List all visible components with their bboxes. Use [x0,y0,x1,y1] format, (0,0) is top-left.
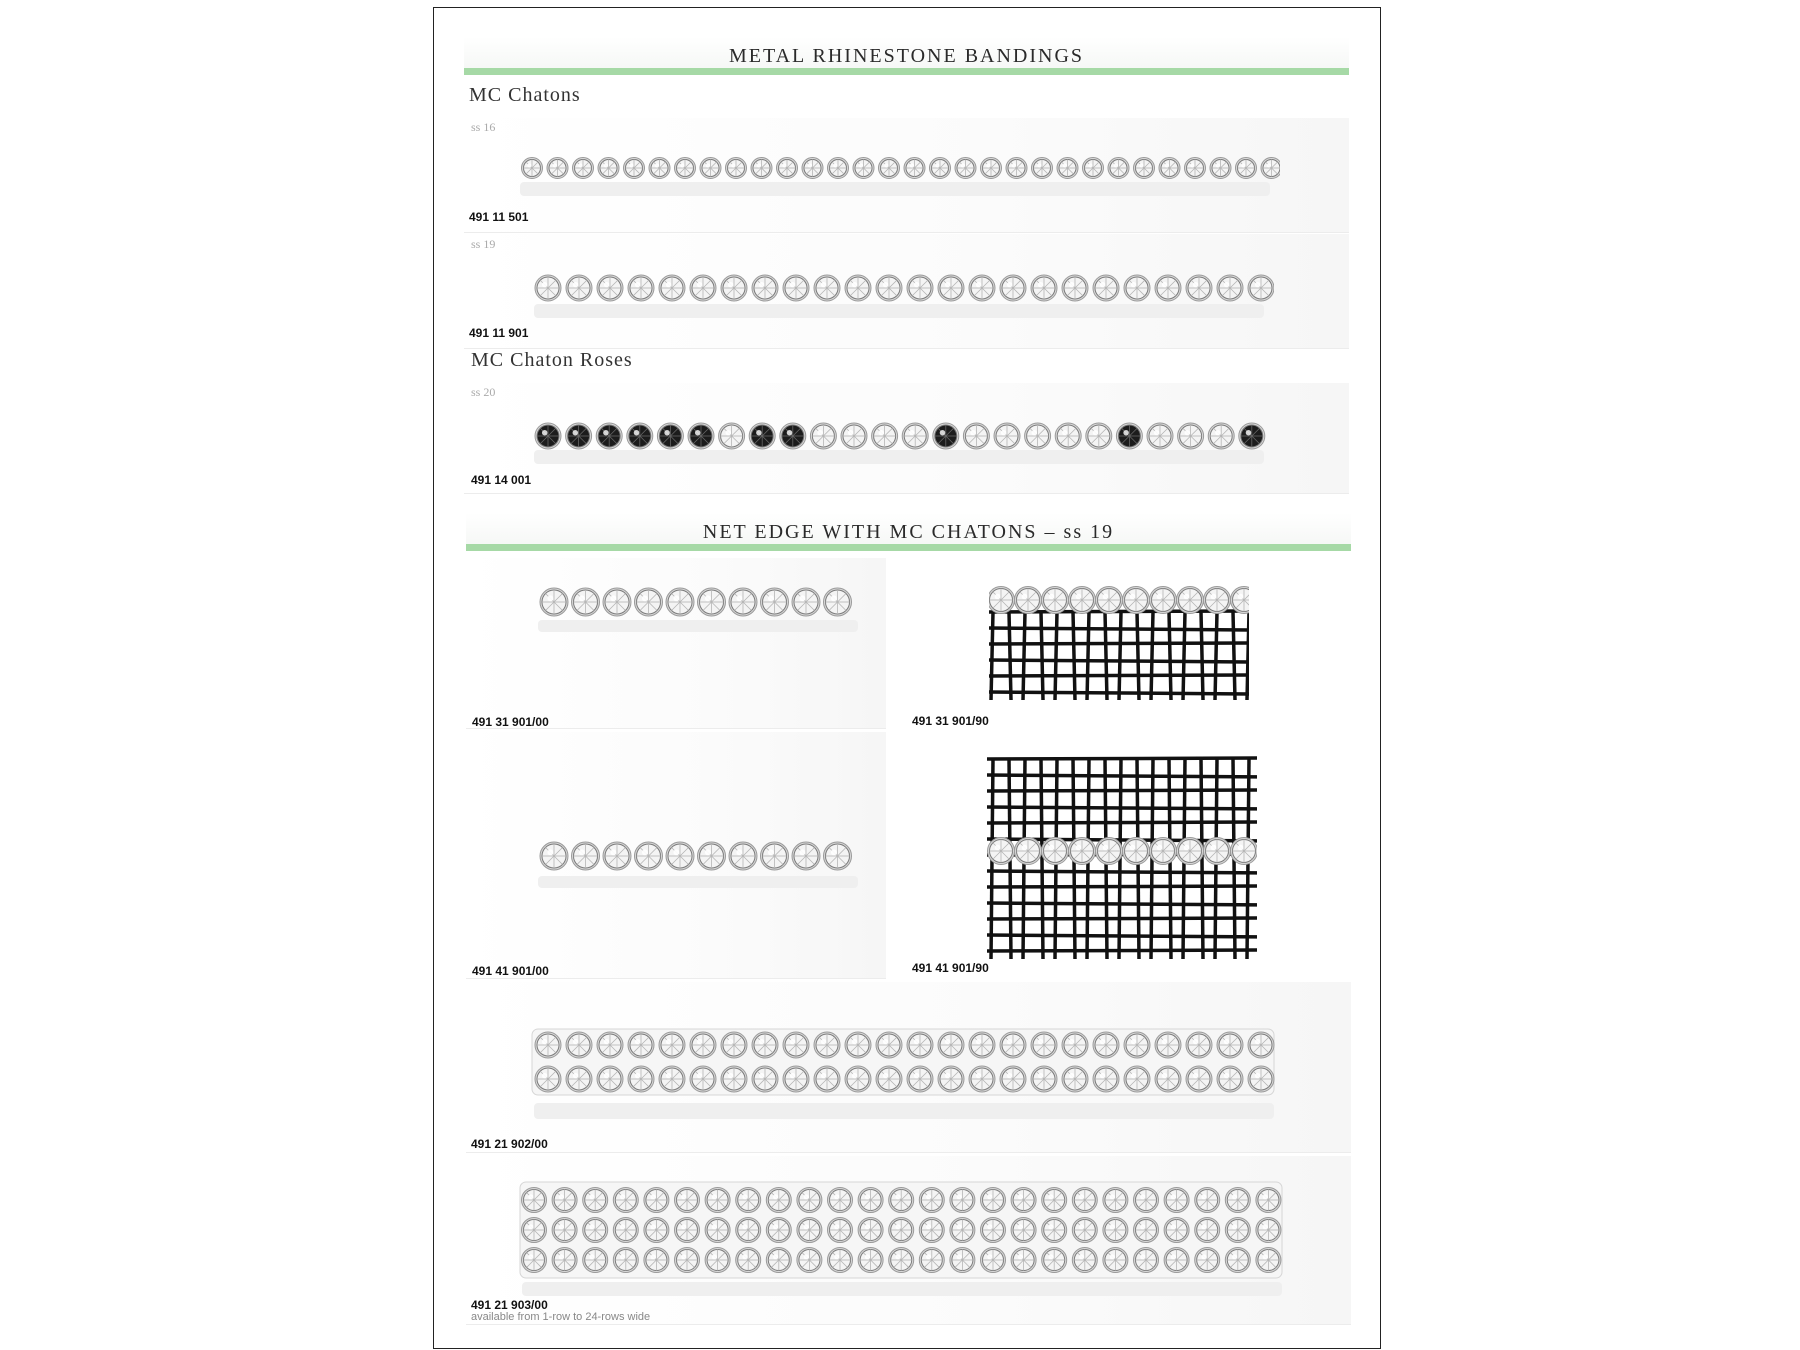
rhinestone [566,1066,592,1092]
rhinestone [690,1032,716,1058]
reflection [538,876,858,888]
rhinestone [1069,838,1096,865]
rhinestone [729,588,757,616]
product-code: 491 21 903/00 [471,1298,548,1312]
rhinestone [1225,1188,1250,1213]
rhinestone [566,1032,592,1058]
rhinestone [552,1248,577,1273]
rhinestone [783,1032,809,1058]
rhinestone [1256,1188,1281,1213]
reflection [538,620,858,632]
rhinestone [1236,158,1257,179]
rhinestone [552,1188,577,1213]
rhinestone [1217,1032,1243,1058]
rhinestone [889,1218,914,1243]
rhinestone [613,1218,638,1243]
rhinestone [721,275,747,301]
rhinestone [1000,1066,1026,1092]
rhinestone [1123,587,1150,614]
rhinestone [1248,275,1274,301]
rhinestone [666,842,694,870]
rhinestone [1057,158,1078,179]
rhinestone [705,1218,730,1243]
rhinestone [690,1066,716,1092]
rhinestone [675,158,696,179]
rhinestone [1248,1032,1274,1058]
rhinestone [522,1188,547,1213]
rhinestone [828,1248,853,1273]
rhinestone [858,1188,883,1213]
rhinestone [628,1066,654,1092]
rhinestone [721,1032,747,1058]
section-title-metal: METAL RHINESTONE BANDINGS [728,45,1085,67]
subtitle-mc-chatons: MC Chatons [469,84,581,106]
rhinestone [572,588,600,616]
net-edge-image-491-31-901-90 [989,586,1249,711]
rhinestone [721,1066,747,1092]
rhinestone [583,1248,608,1273]
rhinestone [666,588,694,616]
product-code: 491 14 001 [471,473,532,487]
rhinestone [583,1188,608,1213]
rhinestone [1093,1066,1119,1092]
rhinestone [904,158,925,179]
rhinestone [1069,587,1096,614]
rhinestone [1015,838,1042,865]
rhinestone [777,158,798,179]
rhinestone [752,1032,778,1058]
accent-bar [464,68,1349,75]
product-code: 491 41 901/90 [912,961,989,975]
rhinestone [1164,1218,1189,1243]
rhinestone [540,588,568,616]
rhinestone [1177,838,1204,865]
rhinestone [719,423,745,449]
rhinestone [1155,1032,1181,1058]
rhinestone [858,1218,883,1243]
rhinestone [1032,158,1053,179]
section-header-metal [464,37,1349,75]
rhinestone [1217,275,1243,301]
rhinestone [950,1248,975,1273]
rhinestone [766,1218,791,1243]
rhinestone [879,158,900,179]
rhinestone [981,1218,1006,1243]
rhinestone [810,423,836,449]
rhinestone [1124,1032,1150,1058]
rhinestone [1031,1066,1057,1092]
stone-size-label: ss 16 [471,120,496,134]
rhinestone [938,1032,964,1058]
rhinestone [635,588,663,616]
rhinestone [1159,158,1180,179]
rhinestone [688,423,714,449]
rhinestone [700,158,721,179]
rhinestone [1256,1248,1281,1273]
banding-image-491-31-901-00 [538,582,868,642]
rhinestone [988,838,1015,865]
rhinestone [994,423,1020,449]
net-mesh [989,611,1249,700]
reflection [534,1103,1274,1119]
rhinestone [657,423,683,449]
rhinestone [1096,587,1123,614]
rhinestone [1150,587,1177,614]
rhinestone [1178,423,1204,449]
rhinestone [1072,1218,1097,1243]
rhinestone [535,275,561,301]
rhinestone [627,423,653,449]
rhinestone [950,1188,975,1213]
banding-image-491-21-903-00 [518,1178,1288,1298]
rhinestone [938,1066,964,1092]
rhinestone [1062,275,1088,301]
rhinestone [828,1218,853,1243]
rhinestone [1072,1188,1097,1213]
rhinestone [1093,275,1119,301]
rhinestone [1164,1248,1189,1273]
section-header-net-edge [466,513,1351,551]
rhinestone [814,1032,840,1058]
rhinestone [814,1066,840,1092]
rhinestone [1093,1032,1119,1058]
product-code: 491 31 901/90 [912,714,989,728]
rhinestone [1195,1188,1220,1213]
rhinestone [1134,1248,1159,1273]
rhinestone [573,158,594,179]
rhinestone [1256,1218,1281,1243]
rhinestone [705,1248,730,1273]
rhinestone [690,275,716,301]
rhinestone [675,1188,700,1213]
rhinestone [902,423,928,449]
rhinestone [736,1188,761,1213]
rhinestone [749,423,775,449]
rhinestone [1217,1066,1243,1092]
rhinestone [1177,587,1204,614]
product-code: 491 31 901/00 [472,715,549,729]
rhinestone [930,158,951,179]
rhinestone [1164,1188,1189,1213]
rhinestone [1086,423,1112,449]
banding-image-491-21-902-00 [530,1023,1280,1123]
rhinestone [919,1248,944,1273]
rhinestone [566,275,592,301]
rhinestone [981,1188,1006,1213]
rhinestone [1006,158,1027,179]
rhinestone [824,588,852,616]
rhinestone [1186,275,1212,301]
rhinestone [552,1218,577,1243]
rhinestone [624,158,645,179]
rhinestone [1124,1066,1150,1092]
rhinestone [955,158,976,179]
rhinestone [889,1188,914,1213]
rhinestone [1011,1218,1036,1243]
rhinestone [751,158,772,179]
rhinestone [989,587,1015,614]
rhinestone [1204,838,1231,865]
rhinestone [1155,275,1181,301]
rhinestone [675,1218,700,1243]
rhinestone [828,158,849,179]
rhinestone [1123,838,1150,865]
rhinestone [698,842,726,870]
rhinestone [780,423,806,449]
rhinestone [1083,158,1104,179]
rhinestone [1231,838,1258,865]
rhinestone [1185,158,1206,179]
rhinestone [675,1248,700,1273]
rhinestone [797,1248,822,1273]
rhinestone [950,1218,975,1243]
rhinestone [1195,1248,1220,1273]
rhinestone [766,1248,791,1273]
rhinestone [981,1248,1006,1273]
rhinestone [1062,1032,1088,1058]
rhinestone [802,158,823,179]
rhinestone [1150,838,1177,865]
rhinestone [1225,1248,1250,1273]
rhinestone [535,423,561,449]
rhinestone [1239,423,1265,449]
rhinestone [522,1218,547,1243]
section-title-net-edge: NET EDGE WITH MC CHATONS – ss 19 [702,521,1115,543]
rhinestone [907,1066,933,1092]
rhinestone [872,423,898,449]
rhinestone [1155,1066,1181,1092]
rhinestone [828,1188,853,1213]
rhinestone [1055,423,1081,449]
rhinestone [933,423,959,449]
rhinestone [1011,1188,1036,1213]
rhinestone [1204,587,1231,614]
rhinestone [1134,1218,1159,1243]
stone-size-label: ss 19 [471,237,496,251]
availability-note: available from 1-row to 24-rows wide [471,1311,651,1323]
rhinestone [596,423,622,449]
product-code: 491 11 901 [469,326,529,340]
rhinestone [628,275,654,301]
rhinestone [1195,1218,1220,1243]
rhinestone [1225,1218,1250,1243]
rhinestone [752,1066,778,1092]
rhinestone [1103,1188,1128,1213]
rhinestone [761,842,789,870]
rhinestone [797,1218,822,1243]
subtitle-mc-chaton-roses: MC Chaton Roses [471,349,633,371]
rhinestone [1210,158,1231,179]
rhinestone [761,588,789,616]
rhinestone [1000,275,1026,301]
rhinestone [858,1248,883,1273]
rhinestone [1208,423,1234,449]
banding-image-491-11-501 [520,146,1280,208]
rhinestone [603,842,631,870]
rhinestone [597,1032,623,1058]
rhinestone [1015,587,1042,614]
rhinestone [522,158,543,179]
rhinestone [1186,1066,1212,1092]
rhinestone [1134,158,1155,179]
rhinestone [698,588,726,616]
rhinestone [876,1066,902,1092]
rhinestone [907,1032,933,1058]
rhinestone [1096,838,1123,865]
rhinestone [1103,1248,1128,1273]
rhinestone [583,1218,608,1243]
banding-image-491-14-001 [534,414,1274,470]
product-code: 491 41 901/00 [472,964,549,978]
rhinestone [752,275,778,301]
rhinestone [1147,423,1173,449]
banding-image-491-11-901 [534,264,1274,326]
accent-bar [466,544,1351,551]
rhinestone [824,842,852,870]
rhinestone [907,275,933,301]
rhinestone [919,1218,944,1243]
rhinestone [644,1218,669,1243]
rhinestone [969,275,995,301]
rhinestone [845,1032,871,1058]
rhinestone [1042,838,1069,865]
rhinestone [889,1248,914,1273]
product-code: 491 21 902/00 [471,1137,548,1151]
rhinestone [1042,1188,1067,1213]
rhinestone [635,842,663,870]
rhinestone [845,275,871,301]
rhinestone [644,1248,669,1273]
rhinestone [1031,275,1057,301]
rhinestone [792,588,820,616]
rhinestone [1124,275,1150,301]
rhinestone [969,1066,995,1092]
banding-image-491-41-901-00 [538,834,868,904]
rhinestone [1261,158,1280,179]
rhinestone [522,1248,547,1273]
rhinestone [981,158,1002,179]
reflection [534,304,1264,318]
rhinestone [792,842,820,870]
rhinestone [841,423,867,449]
rhinestone [729,842,757,870]
rhinestone [969,1032,995,1058]
rhinestone [1025,423,1051,449]
rhinestone [876,1032,902,1058]
rhinestone [659,1066,685,1092]
reflection [522,1282,1282,1296]
rhinestone [1108,158,1129,179]
rhinestone [845,1066,871,1092]
rhinestone [535,1066,561,1092]
rhinestone [766,1188,791,1213]
rhinestone [540,842,568,870]
rhinestone [736,1248,761,1273]
rhinestone [613,1248,638,1273]
rhinestone [919,1188,944,1213]
rhinestone [1042,1218,1067,1243]
reflection [534,450,1264,464]
rhinestone [705,1188,730,1213]
rhinestone [659,275,685,301]
rhinestone [736,1218,761,1243]
rhinestone [649,158,670,179]
rhinestone [566,423,592,449]
rhinestone [1000,1032,1026,1058]
rhinestone [644,1188,669,1213]
stone-size-label: ss 20 [471,385,496,399]
rhinestone [1011,1248,1036,1273]
rhinestone [1042,587,1069,614]
rhinestone [1134,1188,1159,1213]
rhinestone [1072,1248,1097,1273]
rhinestone [659,1032,685,1058]
rhinestone [628,1032,654,1058]
rhinestone [535,1032,561,1058]
rhinestone [783,1066,809,1092]
reflection [520,182,1270,196]
rhinestone [597,275,623,301]
net-edge-image-491-41-901-90 [987,753,1257,963]
rhinestone [876,275,902,301]
rhinestone [1042,1248,1067,1273]
rhinestone [853,158,874,179]
rhinestone [603,588,631,616]
catalog-page [433,7,1381,1349]
rhinestone [797,1188,822,1213]
rhinestone [1248,1066,1274,1092]
rhinestone [938,275,964,301]
rhinestone [597,1066,623,1092]
rhinestone [963,423,989,449]
rhinestone [572,842,600,870]
rhinestone [1062,1066,1088,1092]
rhinestone [814,275,840,301]
rhinestone [1116,423,1142,449]
rhinestone [1031,1032,1057,1058]
rhinestone [1103,1218,1128,1243]
rhinestone [726,158,747,179]
rhinestone [598,158,619,179]
rhinestone [783,275,809,301]
rhinestone [547,158,568,179]
product-code: 491 11 501 [469,210,529,224]
rhinestone [613,1188,638,1213]
rhinestone [1186,1032,1212,1058]
